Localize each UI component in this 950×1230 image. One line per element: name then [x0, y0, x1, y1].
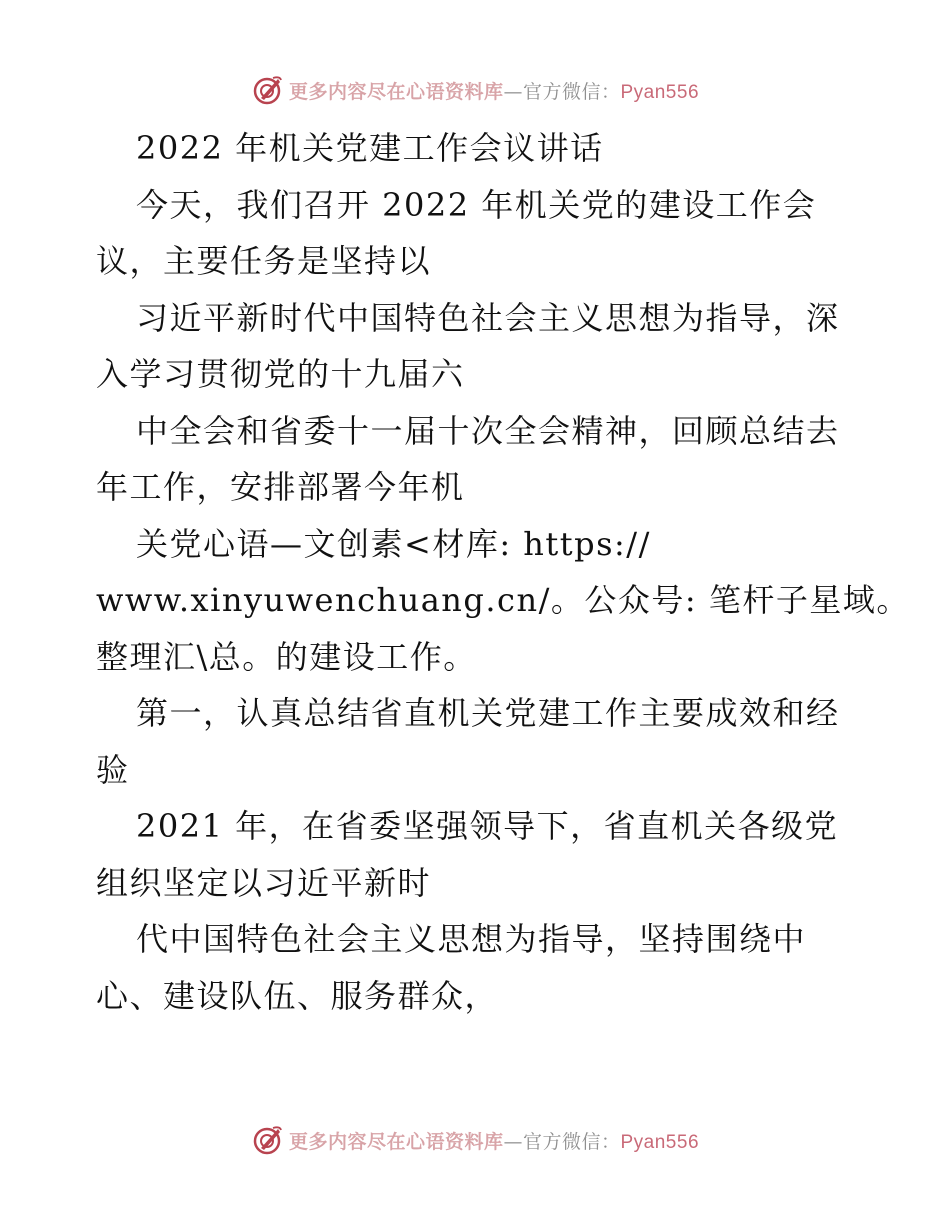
text-line: 入学习贯彻党的十九届六 [96, 355, 465, 393]
banner-label: 官方微信： [522, 1130, 621, 1153]
banner-wechat-id: Pyan556 [620, 81, 700, 103]
text-line: 今天，我们召开 2022 年机关党的建设工作会 [136, 185, 817, 224]
text-line: 中全会和省委十一届十次全会精神，回顾总结去 [136, 411, 840, 450]
header-banner-inner [251, 74, 699, 106]
footer-banner-text [289, 1127, 699, 1154]
section-heading: 第一，认真总结省直机关党建工作主要成效和经 [136, 694, 840, 732]
document-title: 2022 年机关党建工作会议讲话 [136, 129, 604, 167]
quill-logo-icon [251, 1124, 283, 1156]
text-line: www.xinyuwenchuang.cn/。公众号: 笔杆子星域。 [96, 581, 910, 619]
text-line: 关党心语—文创素<材库: https:// [136, 524, 651, 563]
document-body [96, 120, 910, 1024]
header-banner [0, 70, 950, 110]
banner-brand: 更多内容尽在心语资料库 [288, 80, 504, 103]
header-banner-text [289, 77, 699, 104]
text-line: 整理汇\总。的建设工作。 [96, 637, 477, 676]
banner-separator: — [503, 1130, 523, 1153]
text-line: 习近平新时代中国特色社会主义思想为指导，深 [136, 298, 840, 337]
text-line: 心、建设队伍、服务群众， [96, 976, 499, 1015]
banner-separator: — [503, 80, 523, 103]
text-line: 代中国特色社会主义思想为指导，坚持围绕中 [136, 920, 807, 958]
quill-logo-icon [251, 74, 283, 106]
banner-label: 官方微信： [522, 80, 621, 103]
section-heading-cont: 验 [96, 750, 130, 789]
text-line: 组织坚定以习近平新时 [96, 863, 432, 902]
banner-wechat-id: Pyan556 [620, 1131, 700, 1153]
banner-brand: 更多内容尽在心语资料库 [288, 1130, 504, 1153]
footer-banner-inner [251, 1124, 699, 1156]
text-line: 2021 年，在省委坚强领导下，省直机关各级党 [136, 807, 839, 845]
text-line: 议，主要任务是坚持以 [96, 242, 432, 280]
text-line: 年工作，安排部署今年机 [96, 468, 465, 506]
footer-banner [0, 1120, 950, 1160]
